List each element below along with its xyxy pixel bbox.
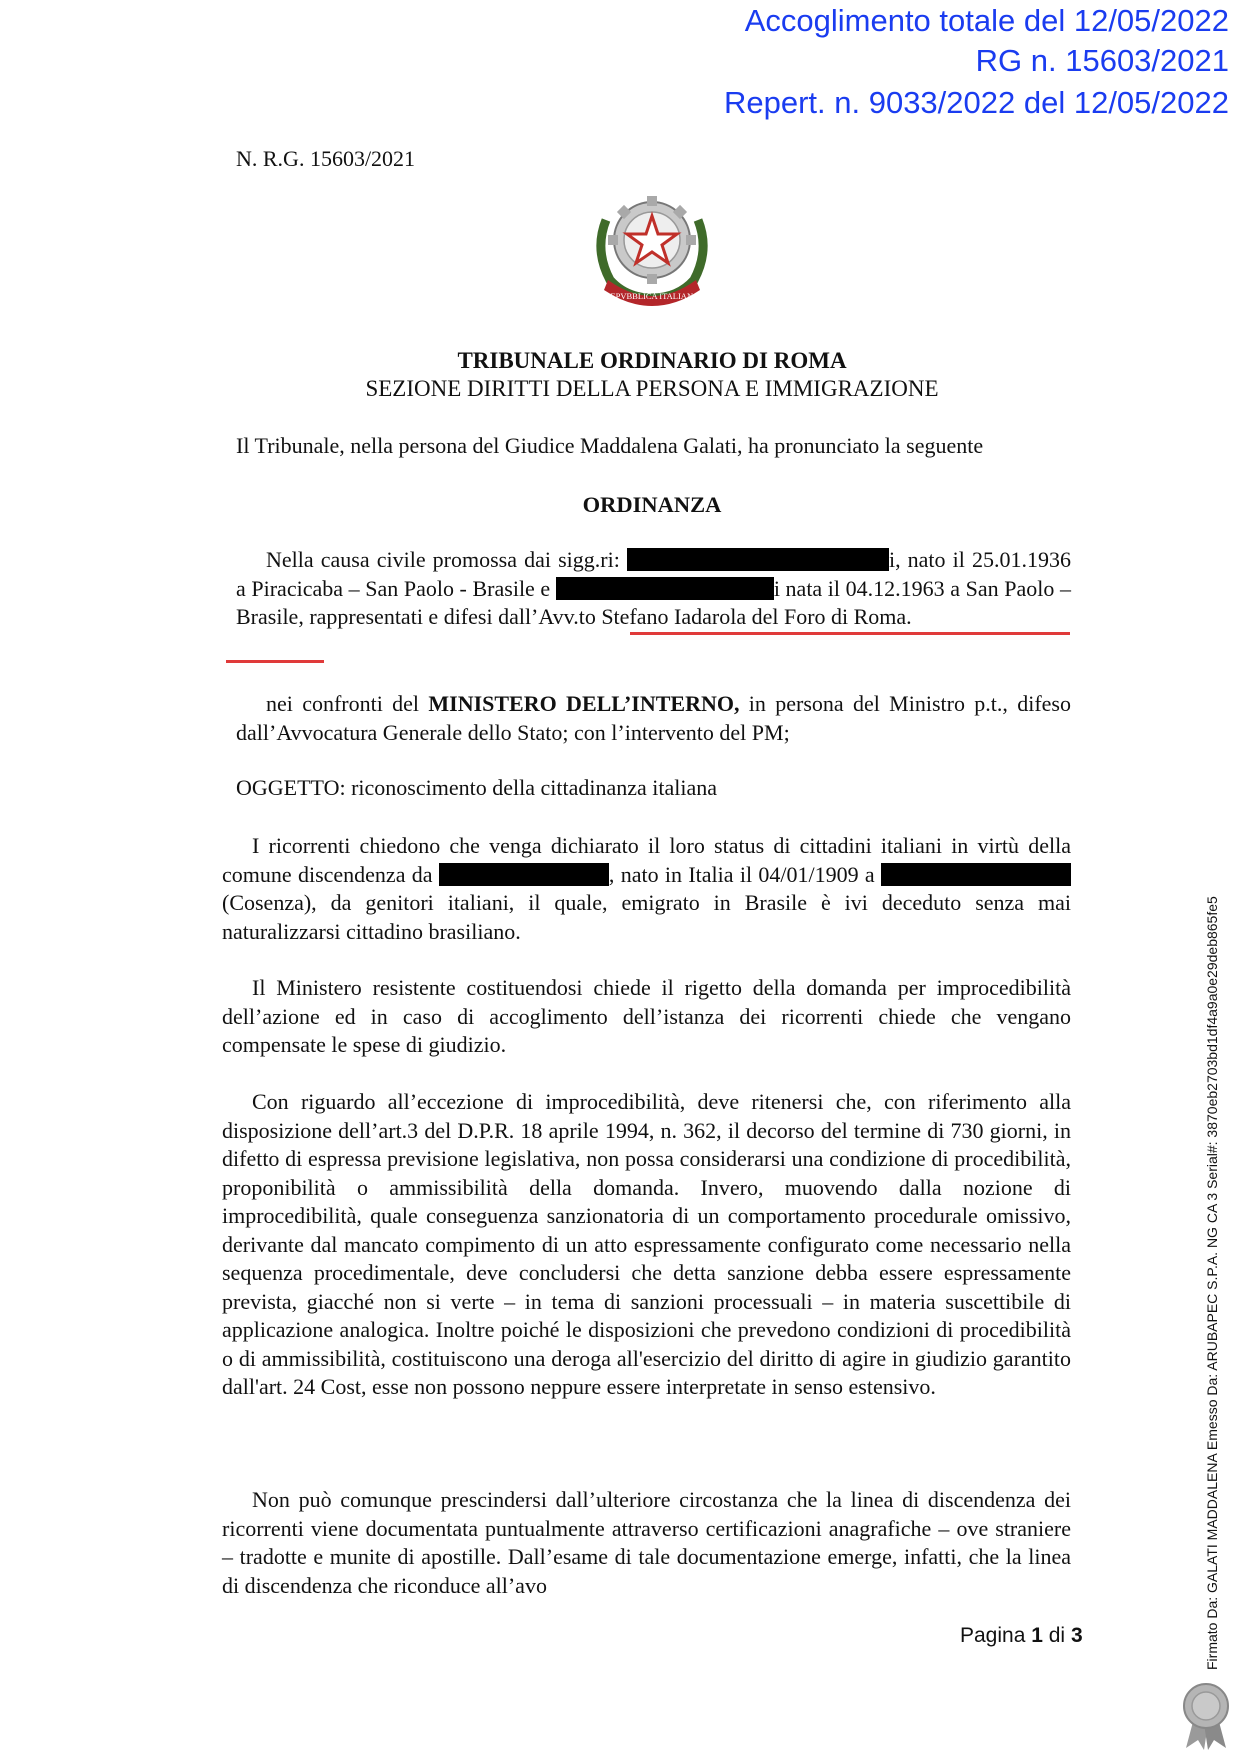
case-number: N. R.G. 15603/2021 bbox=[236, 146, 416, 171]
claim-text-3: (Cosenza), da genitori italiani, il quale, emigrato in Brasile è ivi deceduto senza mai naturalizzarsi cittadino brasiliano. bbox=[222, 890, 1071, 944]
redacted-ancestor-name bbox=[439, 863, 609, 886]
parties-text-4: i bbox=[773, 575, 780, 601]
redacted-name-2 bbox=[556, 577, 774, 600]
page-current: 1 bbox=[1031, 1624, 1043, 1647]
parties-text-3: , nato il 25.01.1936 a Piracicaba – San Paolo - Brasile e bbox=[236, 547, 1071, 601]
parties-text-2: i bbox=[888, 547, 896, 572]
annotation-underline-2 bbox=[226, 660, 324, 663]
digital-signature-seal-icon bbox=[1178, 1680, 1234, 1750]
page-total: 3 bbox=[1070, 1624, 1083, 1647]
improcedibility-paragraph: Con riguardo all’eccezione di improcedibilità, deve ritenersi che, con riferimento alla disposizione dell’art.3 del D.P.R. 18 aprile 1994, n. 362, il decorso del termine di 730 giorni, in difetto di espressa previsione legislativa, non possa considerarsi una condizione di procedibilità, proponibilità o ammissibilità della domanda. Invero, muovendo dalla nozione di improcedibilità, quale conseguenza sanzionatoria di un comportamento procedurale omissivo, derivante dal mancato compimento di un atto espressamente configurato come necessario nella sequenza procedimentale, deve concludersi che detta sanzione debba essere espressamente prevista, giacché non si verte – in tema di sanzioni processuali – in materia suscettibile di applicazione analogica. Inoltre poiché le disposizioni che prevedono condizioni di procedibilità o di ammissibilità, costituiscono una deroga all'esercizio del diritto di agire in giudizio garantito dall'art. 24 Cost, esse non possono neppure essere interpretate in senso estensivo. bbox=[222, 1089, 1071, 1399]
document-type-heading: ORDINANZA bbox=[582, 492, 722, 517]
respondent-paragraph bbox=[236, 690, 1071, 747]
annotation-underline-1 bbox=[630, 632, 1070, 635]
page-number bbox=[960, 1624, 1083, 1648]
parties-paragraph bbox=[236, 546, 1071, 632]
claim-text-1: I ricorrenti chiedono che venga dichiarato il loro status di cittadini italiani in virtù della comune discendenza da bbox=[222, 833, 1071, 887]
court-section: SEZIONE DIRITTI DELLA PERSONA E IMMIGRAZIONE bbox=[365, 376, 939, 401]
intro-paragraph: Il Tribunale, nella persona del Giudice Maddalena Galati, ha pronunciato la seguente bbox=[236, 433, 984, 458]
respondent-text-2: in persona del Ministro p.t., difeso dall’Avvocatura Generale dello Stato; con l’intervento del PM; bbox=[236, 691, 1071, 745]
italian-republic-emblem-icon bbox=[586, 180, 718, 312]
digital-signature-text: Firmato Da: GALATI MADDALENA Emesso Da: ARUBAPEC S.P.A. NG CA 3 Serial#: 3870eb2703bd1df4a9a0e29deb865fe5 bbox=[1204, 896, 1220, 1670]
redacted-name-1 bbox=[627, 548, 889, 571]
emblem-ribbon-text: REPVBBLICA ITALIANA bbox=[604, 291, 700, 301]
subject-line: OGGETTO: riconoscimento della cittadinanza italiana bbox=[236, 775, 717, 800]
court-name: TRIBUNALE ORDINARIO DI ROMA bbox=[457, 348, 847, 373]
redacted-birthplace bbox=[881, 863, 1071, 886]
claim-paragraph bbox=[222, 832, 1071, 946]
descent-paragraph: Non può comunque prescindersi dall’ulteriore circostanza che la linea di discendenza dei ricorrenti viene documentata puntualmente attraverso certificazioni anagrafiche – ove straniere – tradotte e munite di apostille. Dall’esame di tale documentazione emerge, infatti, che la linea di discendenza che riconduce all’avo bbox=[222, 1487, 1071, 1598]
ministry-paragraph: Il Ministero resistente costituendosi chiede il rigetto della domanda per improcedibilità dell’azione ed in caso di accoglimento dell’istanza dei ricorrenti chiede che vengano compensate le spese di giudizio. bbox=[222, 975, 1071, 1057]
stamp-decision-type: Accoglimento totale del 12/05/2022 bbox=[744, 3, 1229, 38]
page-label: Pagina bbox=[960, 1624, 1032, 1647]
parties-text-5: nata il 04.12.1963 a San Paolo – Brasile, rappresentati e difesi dall’Avv.to Stefano Iadarola del Foro di Roma. bbox=[236, 575, 1071, 629]
parties-text-1: Nella causa civile promossa dai sigg.ri: bbox=[266, 547, 627, 572]
respondent-text-1: nei confronti del bbox=[266, 691, 429, 716]
claim-text-2: , nato in Italia il 04/01/1909 a bbox=[608, 861, 882, 887]
respondent-ministry: MINISTERO DELL’INTERNO, bbox=[428, 691, 740, 716]
stamp-repert-number: Repert. n. 9033/2022 del 12/05/2022 bbox=[723, 85, 1229, 120]
page-of: di bbox=[1042, 1624, 1071, 1647]
stamp-rg-number: RG n. 15603/2021 bbox=[975, 43, 1229, 78]
